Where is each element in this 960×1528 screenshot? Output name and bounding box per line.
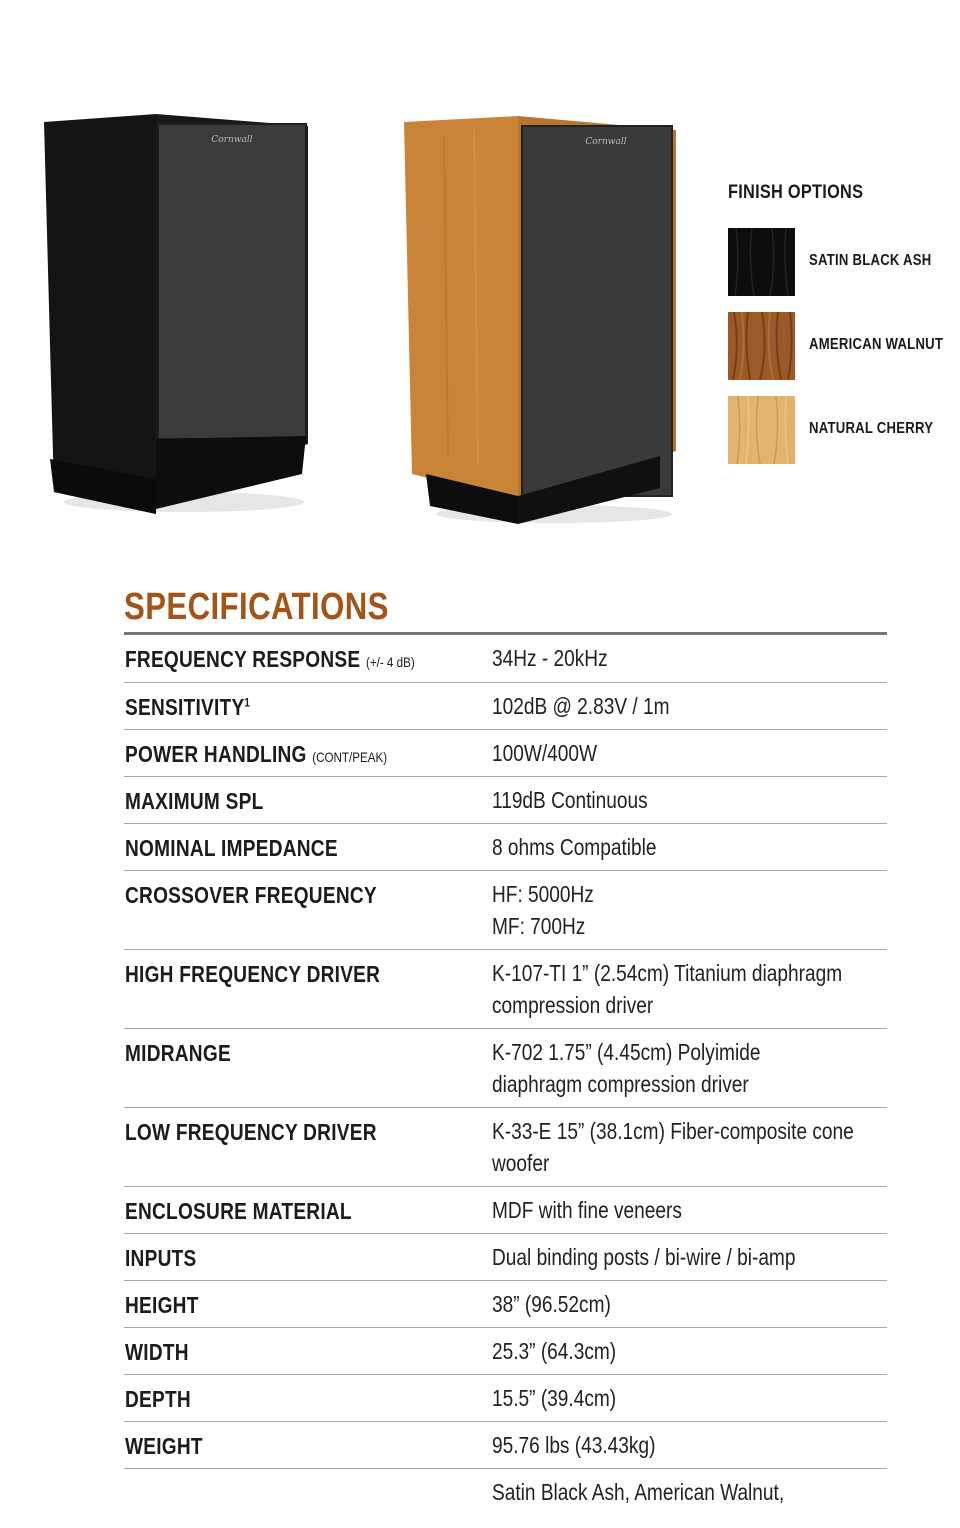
spec-value-line: diaphragm compression driver	[492, 1071, 749, 1097]
spec-label: HIGH FREQUENCY DRIVER	[125, 961, 381, 987]
finish-options-title: FINISH OPTIONS	[728, 182, 864, 203]
spec-label: WIDTH	[125, 1339, 189, 1365]
finish-option-satin-black-ash[interactable]	[728, 228, 948, 296]
spec-label: CROSSOVER FREQUENCY	[125, 882, 377, 908]
spec-value	[492, 957, 882, 1021]
spec-value-line: HF: 5000Hz	[492, 881, 594, 907]
spec-label: ENCLOSURE MATERIAL	[125, 1198, 352, 1224]
spec-label: WEIGHT	[125, 1433, 203, 1459]
swatch-label: NATURAL CHERRY	[809, 420, 934, 437]
spec-row	[124, 949, 887, 1029]
spec-label: HEIGHT	[125, 1292, 199, 1318]
spec-note: (CONT/PEAK)	[312, 749, 388, 765]
spec-row	[124, 1186, 887, 1234]
spec-value-line: K-107-TI 1” (2.54cm) Titanium diaphragm	[492, 960, 843, 986]
spec-value	[492, 1115, 882, 1179]
spec-value-line: 15.5” (39.4cm)	[492, 1385, 617, 1411]
spec-value	[492, 1194, 882, 1226]
spec-value	[492, 1382, 882, 1414]
spec-label: FREQUENCY RESPONSE (+/- 4 dB)	[125, 646, 415, 672]
spec-label: NOMINAL IMPEDANCE	[125, 835, 338, 861]
spec-row	[124, 1107, 887, 1187]
spec-value	[492, 737, 882, 769]
speaker-natural-cherry-image	[404, 116, 676, 524]
svg-text:Cornwall: Cornwall	[585, 137, 627, 147]
spec-value-line: 102dB @ 2.83V / 1m	[492, 693, 670, 719]
spec-value-line: 34Hz - 20kHz	[492, 645, 608, 671]
spec-value	[492, 878, 882, 942]
spec-row	[124, 682, 887, 730]
spec-value-line: 95.76 lbs (43.43kg)	[492, 1432, 656, 1458]
finish-option-american-walnut[interactable]	[728, 312, 948, 380]
spec-value	[492, 1476, 882, 1508]
spec-row	[124, 634, 887, 683]
spec-value-line: Dual binding posts / bi-wire / bi-amp	[492, 1244, 796, 1270]
spec-value	[492, 690, 882, 722]
spec-row	[124, 870, 887, 950]
spec-value	[492, 1335, 882, 1367]
specifications-table	[124, 632, 887, 1505]
spec-value	[492, 1288, 882, 1320]
spec-value-line: 25.3” (64.3cm)	[492, 1338, 617, 1364]
spec-value	[492, 784, 882, 816]
spec-row	[124, 1374, 887, 1422]
spec-value	[492, 1036, 882, 1100]
finish-option-natural-cherry[interactable]	[728, 396, 948, 464]
spec-label: INPUTS	[125, 1245, 197, 1271]
spec-value	[492, 831, 882, 863]
spec-value-line: MDF with fine veneers	[492, 1197, 682, 1223]
spec-row	[124, 729, 887, 777]
spec-label: LOW FREQUENCY DRIVER	[125, 1119, 377, 1145]
spec-row	[124, 823, 887, 871]
spec-row	[124, 1421, 887, 1469]
speaker-black-ash-image	[44, 114, 308, 514]
spec-row	[124, 1233, 887, 1281]
footnote-marker: 1	[244, 695, 251, 710]
swatch-label: SATIN BLACK ASH	[809, 252, 932, 269]
spec-row	[124, 776, 887, 824]
spec-note: (+/- 4 dB)	[365, 654, 415, 670]
spec-value-line: woofer	[492, 1150, 550, 1176]
american-walnut-swatch	[728, 312, 795, 380]
specifications-heading: SPECIFICATIONS	[124, 586, 389, 628]
spec-value-line: 8 ohms Compatible	[492, 834, 657, 860]
natural-cherry-swatch	[728, 396, 795, 464]
spec-value-line: compression driver	[492, 992, 654, 1018]
spec-value-line: K-33-E 15” (38.1cm) Fiber-composite cone	[492, 1118, 854, 1144]
spec-value-line: 100W/400W	[492, 740, 598, 766]
spec-label: MIDRANGE	[125, 1040, 231, 1066]
spec-value	[492, 1241, 882, 1273]
satin-black-ash-swatch	[728, 228, 795, 296]
spec-row	[124, 1327, 887, 1375]
spec-row	[124, 1280, 887, 1328]
spec-value-line: 119dB Continuous	[492, 787, 648, 813]
svg-text:Cornwall: Cornwall	[211, 135, 253, 145]
spec-row	[124, 1468, 887, 1528]
spec-value	[492, 1429, 882, 1461]
swatch-label: AMERICAN WALNUT	[809, 336, 944, 353]
spec-label: DEPTH	[125, 1386, 191, 1412]
spec-label: MAXIMUM SPL	[125, 788, 264, 814]
spec-row	[124, 1028, 887, 1108]
spec-label: SENSITIVITY$^1$	[125, 694, 251, 720]
spec-value	[492, 642, 882, 674]
spec-value-line: MF: 700Hz	[492, 913, 586, 939]
spec-value-line: 38” (96.52cm)	[492, 1291, 611, 1317]
spec-label: POWER HANDLING (CONT/PEAK)	[125, 741, 388, 767]
spec-value-line: Satin Black Ash, American Walnut,	[492, 1479, 785, 1505]
spec-value-line: K-702 1.75” (4.45cm) Polyimide	[492, 1039, 761, 1065]
